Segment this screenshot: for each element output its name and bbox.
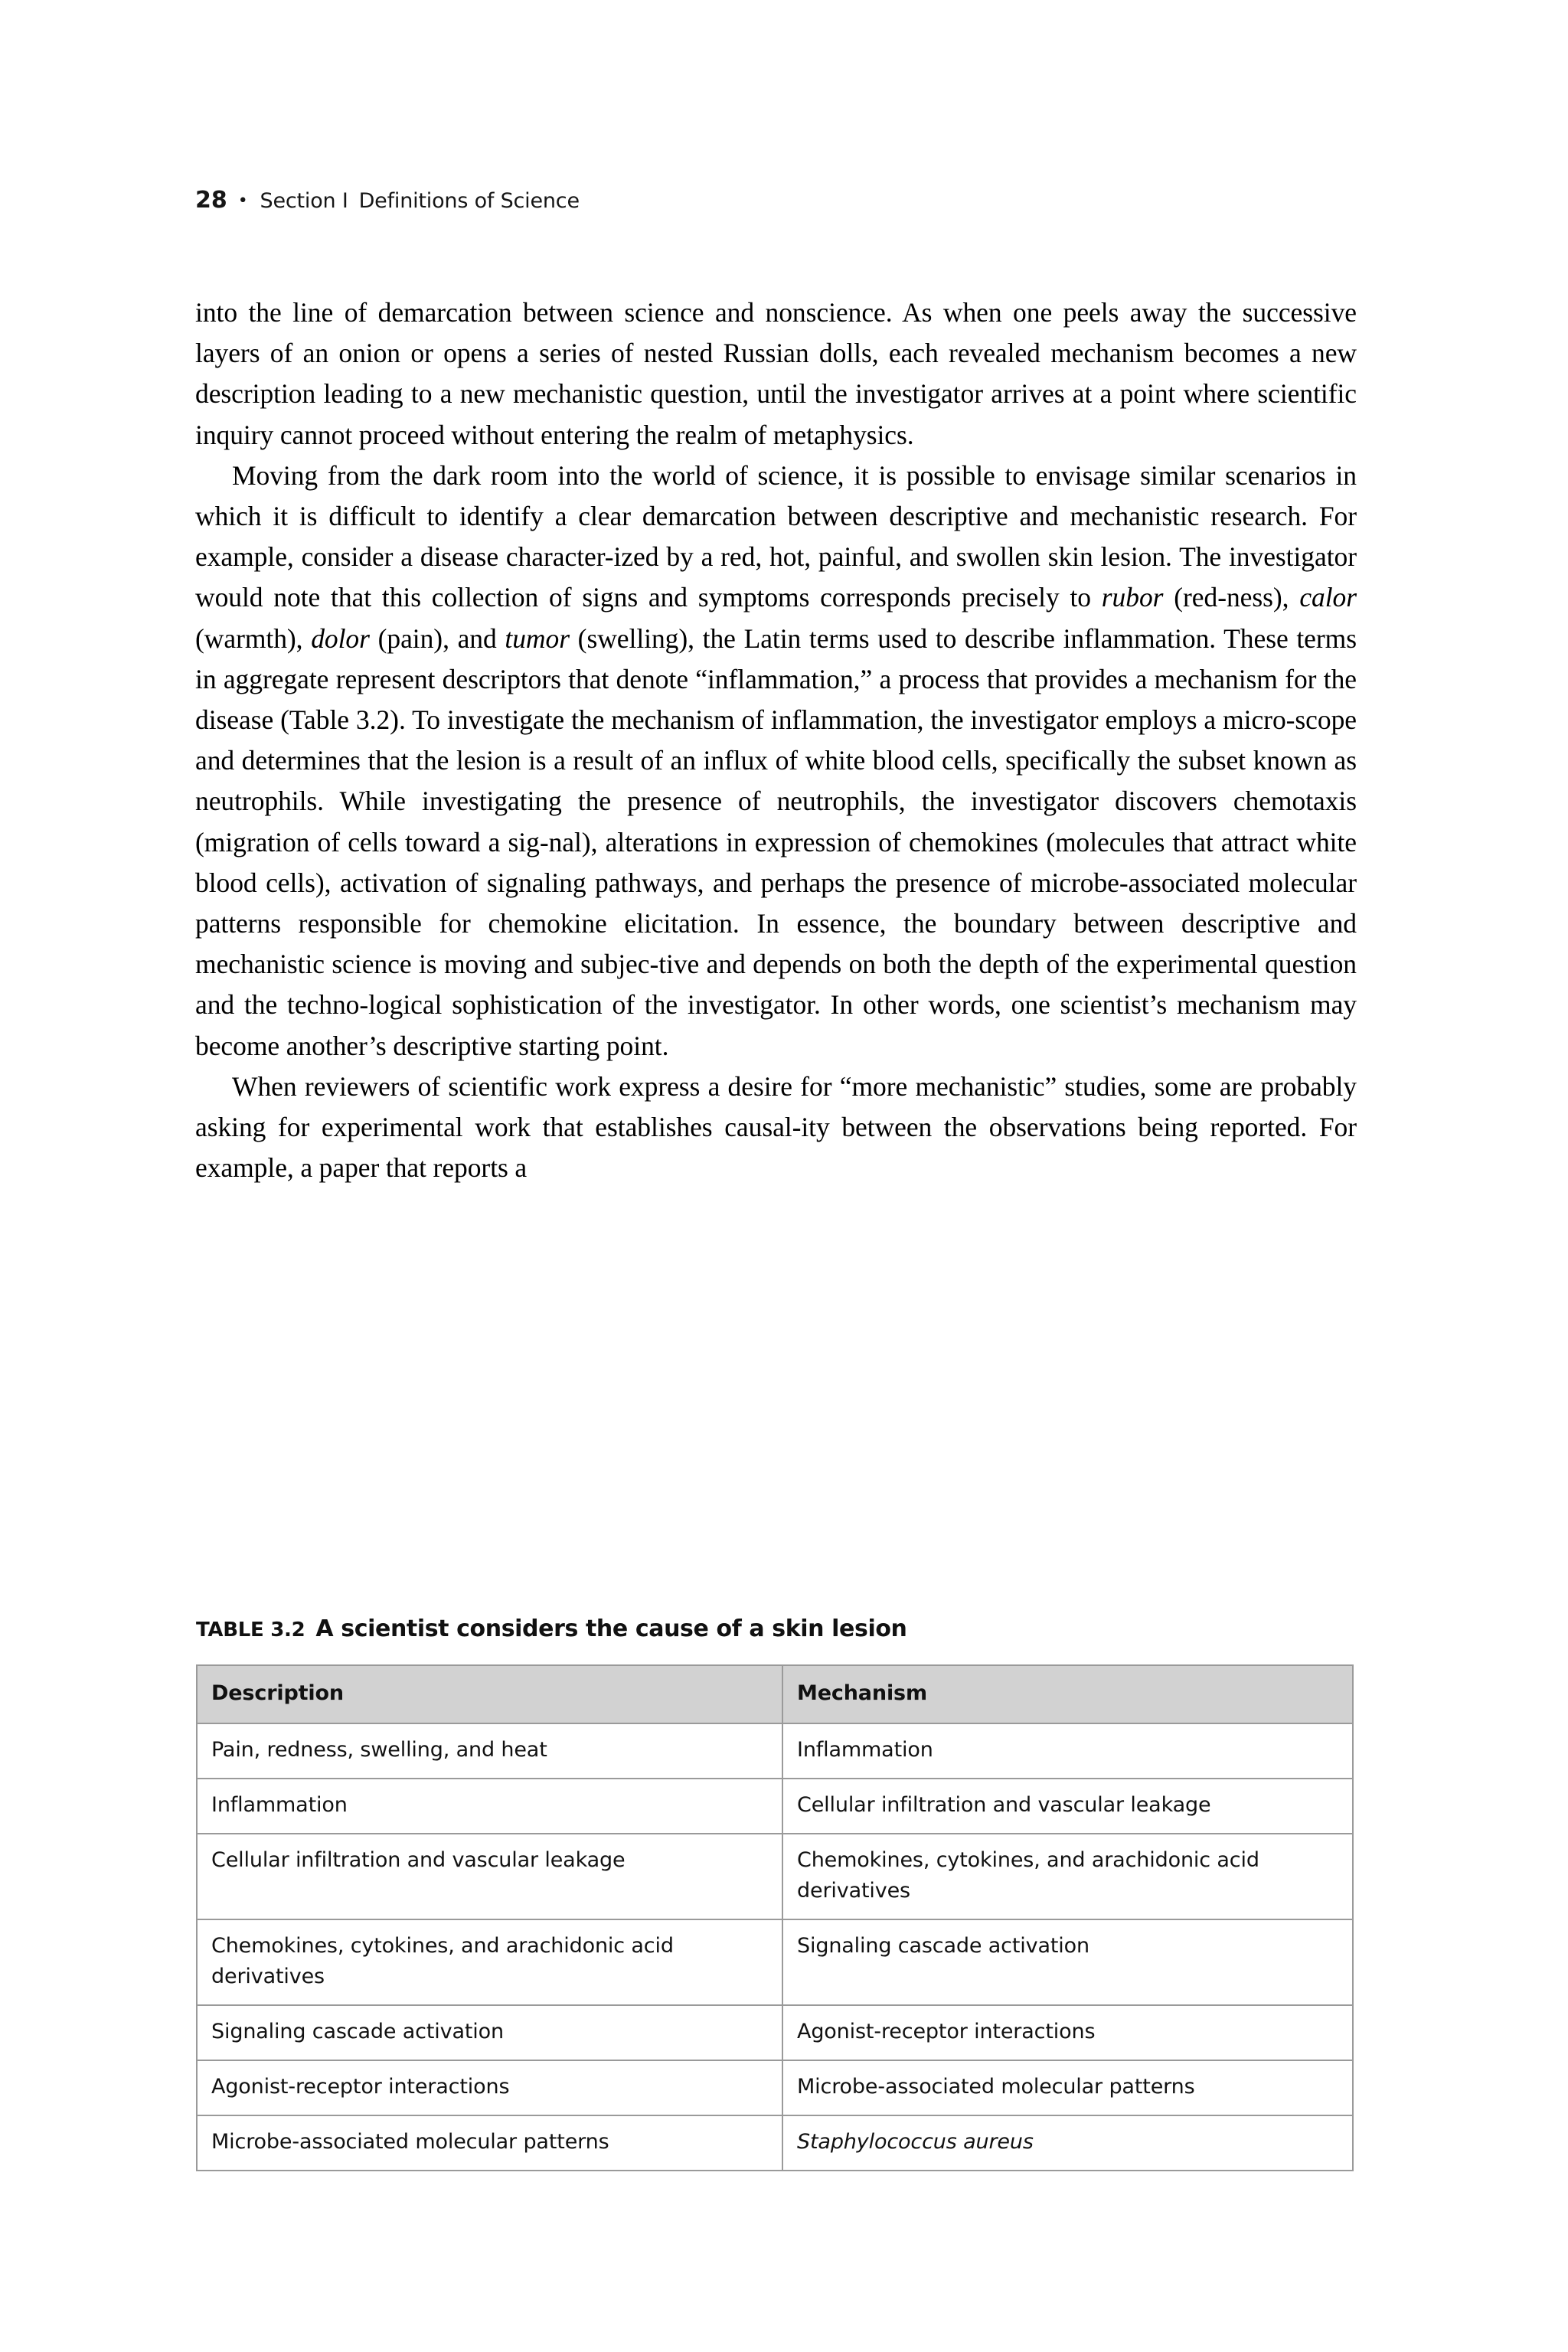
table-title: A scientist considers the cause of a skin lesion: [315, 1615, 907, 1642]
cell-description: Cellular infiltration and vascular leakage: [197, 1834, 782, 1919]
table-row: [197, 1919, 1353, 2005]
cell-mechanism: Staphylococcus aureus: [782, 2115, 1353, 2171]
cell-mechanism: Chemokines, cytokines, and arachidonic acid derivatives: [782, 1834, 1353, 1919]
table-block: [196, 1614, 1354, 2171]
running-head-separator: •: [237, 191, 248, 211]
table-row: [197, 1779, 1353, 1834]
cell-mechanism: Cellular infiltration and vascular leakage: [782, 1779, 1353, 1834]
table-body: [197, 1723, 1353, 2171]
cell-mechanism: Microbe-associated molecular patterns: [782, 2060, 1353, 2115]
table-head: [197, 1665, 1353, 1723]
cell-description: Chemokines, cytokines, and arachidonic acid derivatives: [197, 1919, 782, 2005]
table-row: [197, 2060, 1353, 2115]
cell-description: Pain, redness, swelling, and heat: [197, 1723, 782, 1779]
running-head: [195, 188, 1359, 214]
paragraph: into the line of demarcation between science and nonscience. As when one peels away the successive layers of an onion or opens a series of nested Russian dolls, each revealed mechanism becomes a new description leading to a new mechanistic question, until the investigator arrives at a point where scientific inquiry cannot proceed without entering the realm of metaphysics.: [195, 297, 1357, 450]
table-row: [197, 1834, 1353, 1919]
section-number: Section I: [260, 189, 348, 213]
table-label: TABLE 3.2: [196, 1619, 305, 1642]
cell-mechanism: Inflammation: [782, 1723, 1353, 1779]
table-caption: [196, 1614, 1354, 1645]
section-title: Definitions of Science: [358, 189, 580, 213]
column-header-description: Description: [197, 1665, 782, 1723]
cell-mechanism: Signaling cascade activation: [782, 1919, 1353, 2005]
skin-lesion-table: [196, 1664, 1354, 2171]
column-header-mechanism: Mechanism: [782, 1665, 1353, 1723]
cell-description: Inflammation: [197, 1779, 782, 1834]
body-text-column: [195, 292, 1357, 1188]
cell-description: Signaling cascade activation: [197, 2005, 782, 2060]
cell-description: Microbe-associated molecular patterns: [197, 2115, 782, 2171]
table-header-row: [197, 1665, 1353, 1723]
page-number: 28: [195, 187, 227, 214]
paragraph: When reviewers of scientific work express a desire for “more mechanistic” studies, some are probably asking for experimental work that establishes causal-ity between the observations being reported. For example, a paper that reports a: [195, 1070, 1357, 1184]
table-row: [197, 2005, 1353, 2060]
cell-mechanism: Agonist-receptor interactions: [782, 2005, 1353, 2060]
table-row: [197, 1723, 1353, 1779]
table-row: [197, 2115, 1353, 2171]
cell-description: Agonist-receptor interactions: [197, 2060, 782, 2115]
paragraph: Moving from the dark room into the world of science, it is possible to envisage similar scenarios in which it is difficult to identify a clear demarcation between descriptive and mechanistic research. For example, consider a disease character-ized by a red, hot, painful, and swollen skin lesion. The investigator would note that this collection of signs and symptoms corresponds precisely to rubor (red-ness), calor (warmth), dolor (pain), and tumor (swelling), the Latin terms used to describe inflammation. These terms in aggregate represent descriptors that denote “inflammation,” a process that provides a mechanism for the disease (Table 3.2). To investigate the mechanism of inflammation, the investigator employs a micro-scope and determines that the lesion is a result of an influx of white blood cells, specifically the subset known as neutrophils. While investigating the presence of neutrophils, the investigator discovers chemotaxis (migration of cells toward a sig-nal), alterations in expression of chemokines (molecules that attract white blood cells), activation of signaling pathways, and perhaps the presence of microbe-associated molecular patterns responsible for chemokine elicitation. In essence, the boundary between descriptive and mechanistic science is moving and subjec-tive and depends on both the depth of the experimental question and the techno-logical sophistication of the investigator. In other words, one scientist’s mechanism may become another’s descriptive starting point.: [195, 459, 1357, 1061]
